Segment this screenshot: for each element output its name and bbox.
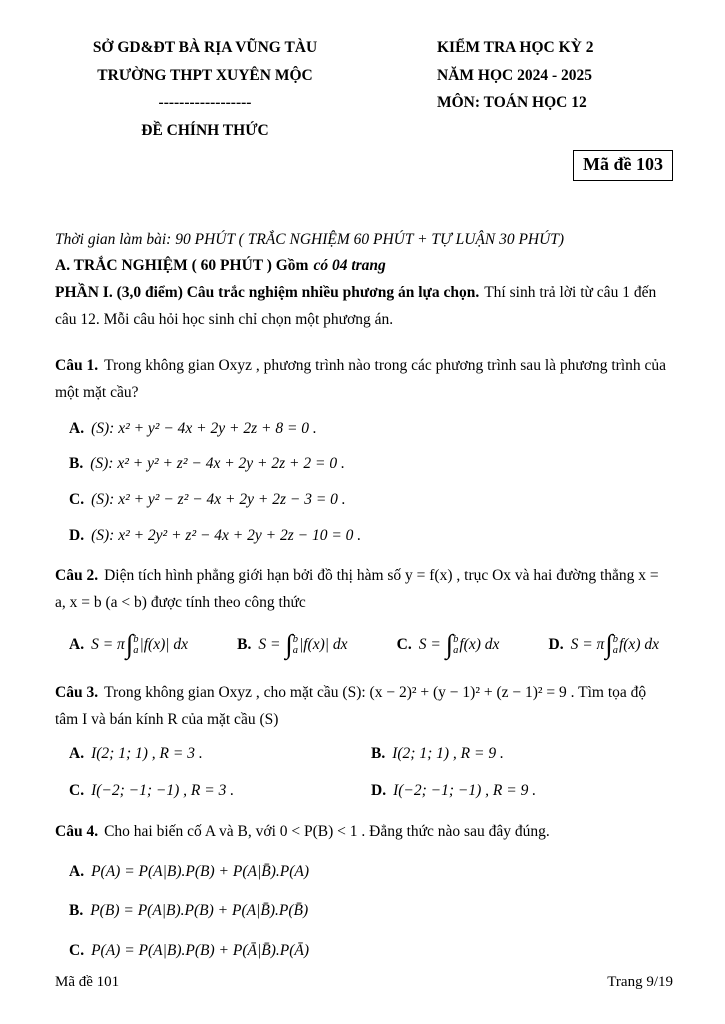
option-label: D.: [548, 636, 564, 654]
option-math: (S): x² + y² + z² − 4x + 2y + 2z + 2 = 0 .: [90, 455, 345, 473]
option-q1-b: [55, 451, 673, 478]
header-school-block: [55, 34, 355, 144]
option-q1-c: [55, 487, 673, 514]
option-label: A.: [69, 636, 85, 654]
option-math: (S): x² + y² − z² − 4x + 2y + 2z − 3 = 0 .: [91, 490, 346, 508]
question-2: [55, 563, 673, 666]
option-q3-b: [371, 741, 673, 768]
option-q3-c: [69, 778, 371, 805]
exam-code-badge: Mã đề 103: [573, 150, 673, 180]
question-2-options: [55, 624, 673, 666]
option-label: C.: [69, 942, 85, 960]
option-q2-c: [396, 629, 500, 660]
question-4-label: Câu 4.: [55, 823, 99, 841]
part1-bold: PHẦN I. (3,0 điểm) Câu trắc nghiệm nhiều phương án lựa chọn.: [55, 283, 480, 301]
time-note: Thời gian làm bài: 90 PHÚT ( TRẮC NGHIỆM 60 PHÚT + TỰ LUẬN 30 PHÚT): [55, 230, 565, 248]
question-3: [55, 680, 673, 805]
option-label: B.: [371, 744, 386, 762]
question-4-options: [55, 859, 673, 965]
option-q2-a: [69, 629, 189, 660]
option-q1-a: [55, 416, 673, 443]
option-label: C.: [396, 636, 412, 654]
department-name: SỞ GD&ĐT BÀ RỊA VŨNG TÀU: [92, 39, 318, 56]
option-math: P(B) = P(A|B).P(B) + P(A|B̄).P(B̄): [90, 902, 309, 920]
integral-sign: ∫ b a: [285, 629, 298, 660]
option-label: A.: [69, 744, 85, 762]
part1-instructions: Thí sinh trả lời từ câu 1 đến câu 12. Mỗi câu hỏi học sinh chỉ chọn một phương án.: [55, 283, 657, 328]
exam-code-row: [55, 150, 673, 180]
option-math: I(−2; −1; −1) , R = 9 .: [393, 782, 537, 800]
option-label: C.: [69, 782, 85, 800]
page-footer: [55, 970, 673, 996]
option-q4-b: [55, 898, 673, 925]
question-3-label: Câu 3.: [55, 684, 99, 702]
option-label: A.: [69, 419, 85, 437]
question-4-body: Cho hai biến cố A và B, với 0 < P(B) < 1 . Đẳng thức nào sau đây đúng.: [104, 823, 550, 841]
question-2-text: [55, 563, 673, 616]
question-1: [55, 353, 673, 549]
exam-header: [55, 34, 673, 144]
question-2-label: Câu 2.: [55, 567, 99, 585]
option-math: S = π ∫ b a |f(x)| dx: [91, 629, 189, 660]
option-math: P(A) = P(A|B).P(B) + P(A|B̄).P(A): [91, 862, 310, 880]
option-q2-d: [548, 629, 659, 660]
option-math: P(A) = P(A|B).P(B) + P(Ā|B̄).P(Ā): [91, 942, 310, 960]
question-1-label: Câu 1.: [55, 357, 99, 375]
header-exam-block: [437, 34, 673, 144]
option-label: A.: [69, 862, 85, 880]
option-label: B.: [237, 636, 252, 654]
question-1-options: [55, 416, 673, 550]
option-label: D.: [371, 782, 387, 800]
footer-page-number: Trang 9/19: [607, 974, 673, 991]
option-q3-d: [371, 778, 673, 805]
question-2-body: Diện tích hình phẳng giới hạn bởi đồ thị hàm số y = f(x) , trục Ox và hai đường thẳng x = a, x = b (a < b) được tính theo công thức: [55, 567, 659, 611]
question-3-body: Trong không gian Oxyz , cho mặt cầu (S): (x − 2)² + (y − 1)² + (z − 1)² = 9 . Tìm tọa độ tâm I và bán kính R của mặt cầu (S): [55, 684, 647, 729]
official-exam-label: ĐỀ CHÍNH THỨC: [141, 121, 269, 139]
subject-name: MÔN: TOÁN HỌC 12: [437, 94, 587, 112]
exam-title: KIỂM TRA HỌC KỲ 2: [437, 39, 594, 56]
integral-sign: ∫ b a: [445, 629, 459, 660]
question-4-text: [55, 819, 673, 846]
option-q2-b: [237, 629, 348, 660]
option-math: I(−2; −1; −1) , R = 3 .: [91, 782, 235, 800]
option-math: I(2; 1; 1) , R = 9 .: [392, 744, 504, 762]
option-math: S = ∫ b a |f(x)| dx: [258, 629, 348, 660]
school-year: NĂM HỌC 2024 - 2025: [437, 66, 592, 84]
option-q4-a: [55, 859, 673, 886]
section-a-heading: [55, 253, 673, 280]
integral-sign: ∫ b a: [125, 629, 139, 660]
question-3-text: [55, 680, 673, 733]
integral-sign: ∫ b a: [605, 629, 618, 660]
option-math: S = π ∫ b a f(x) dx: [570, 629, 659, 660]
question-1-text: [55, 353, 673, 406]
divider-dashes: ------------------: [158, 94, 252, 112]
option-math: (S): x² + y² − 4x + 2y + 2z + 8 = 0 .: [91, 419, 317, 437]
option-label: B.: [69, 455, 84, 473]
school-name: TRƯỜNG THPT XUYÊN MỘC: [97, 66, 313, 84]
option-math: I(2; 1; 1) , R = 3 .: [91, 744, 203, 762]
exam-intro: [55, 227, 673, 334]
footer-exam-code: Mã đề 101: [55, 974, 120, 991]
question-1-body: Trong không gian Oxyz , phương trình nào trong các phương trình sau là phương trình của một mặt cầu?: [55, 357, 667, 401]
option-math: (S): x² + 2y² + z² − 4x + 2y + 2z − 10 = 0 .: [91, 526, 362, 544]
question-4: [55, 819, 673, 965]
part1-heading: [55, 280, 673, 333]
section-a-italic: có 04 trang: [313, 257, 386, 275]
option-label: C.: [69, 490, 85, 508]
option-q3-a: [69, 741, 371, 768]
section-a-bold: A. TRẮC NGHIỆM ( 60 PHÚT ) Gồm: [55, 257, 309, 275]
option-label: D.: [69, 526, 85, 544]
option-math: S = ∫ b a f(x) dx: [418, 629, 500, 660]
question-3-options: [55, 741, 673, 805]
option-q1-d: [55, 523, 673, 550]
option-label: B.: [69, 902, 84, 920]
option-q4-c: [55, 938, 673, 965]
